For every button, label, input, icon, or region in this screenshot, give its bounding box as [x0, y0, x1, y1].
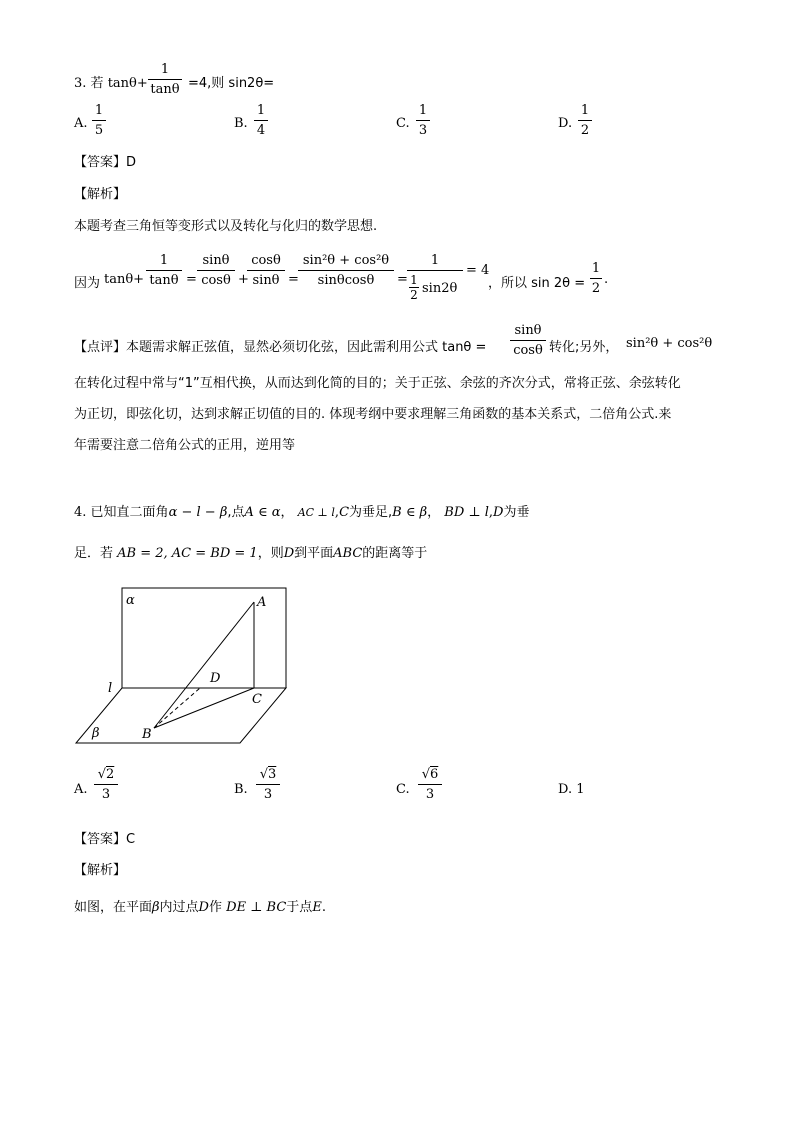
q3-stem [74, 72, 148, 91]
q3-option-b-frac: 1 4 [254, 104, 268, 138]
q3-option-d-frac: 1 2 [578, 104, 592, 138]
label-A: A [257, 595, 267, 610]
q4-option-c[interactable]: C. [396, 782, 410, 797]
q3-option-d[interactable]: D. [558, 116, 573, 131]
q3-comment-identity: sin²θ + cos²θ [626, 336, 713, 351]
label-D: D [210, 671, 221, 686]
label-beta: β [92, 726, 100, 741]
q3-frac-den: tanθ [150, 82, 180, 97]
q3-eq-frac1: 1 tanθ [146, 254, 182, 288]
q3-option-c-frac: 1 3 [416, 104, 430, 138]
q3-eq-tan: tanθ+ [104, 272, 145, 287]
q3-number: 3. [74, 76, 87, 91]
q3-stem-fraction [148, 63, 182, 97]
q3-eq-plus: + [238, 272, 249, 287]
q4-option-c-frac: √6 3 [418, 768, 442, 802]
q4-option-b-frac: √3 3 [256, 768, 280, 802]
q3-answer: 【答案】D [74, 155, 137, 170]
q3-analysis-intro: 本题考查三角恒等变形式以及转化与化归的数学思想. [74, 219, 378, 234]
q3-eq-equal4: = 4 [466, 263, 490, 278]
q3-because: 因为 [74, 276, 101, 291]
q4-analysis-line1: 如图，在平面β内过点D作 DE ⊥ BC于点E. [74, 900, 326, 915]
q4-stem-line2: 足．若 AB = 2, AC = BD = 1，则D到平面ABC的距离等于 [74, 546, 428, 561]
q3-eq-frac2: sinθ cosθ [197, 254, 235, 288]
segment-BD [154, 688, 200, 728]
label-B: B [142, 727, 152, 742]
q3-comment-convert: 转化;另外， [549, 340, 619, 355]
q3-option-a[interactable]: A. [74, 116, 88, 131]
q3-option-b[interactable]: B. [234, 116, 248, 131]
q4-dihedral-figure [70, 582, 300, 752]
q3-stem-prefix: 若 [90, 76, 104, 91]
q3-eq-equal1: = [186, 272, 197, 287]
q4-option-a-frac: √2 3 [94, 768, 118, 802]
q3-comment-line4: 年需要注意二倍角公式的正用，逆用等 [74, 438, 296, 453]
q3-eq-frac3: cosθ sinθ [247, 254, 285, 288]
segment-BC [154, 688, 254, 728]
q3-analysis-title: 【解析】 [74, 187, 127, 202]
q4-stem-line1: 4. 已知直二面角α − l − β,点A ∈ α， AC ⊥ l,C为垂足,B ∈ β， BD ⊥ l,D为垂 [74, 505, 530, 520]
q3-comment-line2: 在转化过程中常与“1”互相代换，从而达到化简的目的；关于正弦、余弦的齐次分式，常将正弦、余弦转化 [74, 376, 681, 391]
q3-eq-so: ，所以 sin 2θ = [488, 276, 586, 291]
segment-AB [154, 602, 254, 728]
q4-option-a[interactable]: A. [74, 782, 88, 797]
label-alpha: α [126, 593, 135, 608]
label-C: C [252, 692, 262, 707]
q3-comment-frac: sinθ cosθ [510, 324, 546, 358]
q3-eq-end: . [604, 272, 609, 287]
q3-option-a-frac: 1 5 [92, 104, 106, 138]
q3-comment-line3: 为正切，即弦化切，达到求解正切值的目的. 体现考纲中要求理解三角函数的基本关系式，二倍角公式.来 [74, 407, 672, 422]
q4-answer: 【答案】C [74, 832, 136, 847]
label-l: l [108, 681, 113, 696]
q3-stem-suffix: =4,则 sin2θ= [188, 76, 275, 91]
q4-analysis-title: 【解析】 [74, 863, 127, 878]
q3-option-c[interactable]: C. [396, 116, 410, 131]
q4-option-b[interactable]: B. [234, 782, 248, 797]
q3-eq-equal2: = [288, 272, 299, 287]
q3-eq-equal3: = [397, 272, 408, 287]
q3-comment-line1: 【点评】本题需求解正弦值，显然必须切化弦，因此需利用公式 tanθ = [74, 340, 487, 355]
q3-frac-num: 1 [160, 62, 170, 77]
q3-eq-frac5: 1 1 2 sin2θ [407, 254, 463, 304]
q4-option-d[interactable]: D. 1 [558, 782, 585, 797]
q3-eq-frac4: sin²θ + cos²θ sinθcosθ [298, 254, 394, 288]
q3-eq-result: 1 2 [591, 261, 601, 296]
q3-tan: tanθ+ [107, 76, 148, 91]
